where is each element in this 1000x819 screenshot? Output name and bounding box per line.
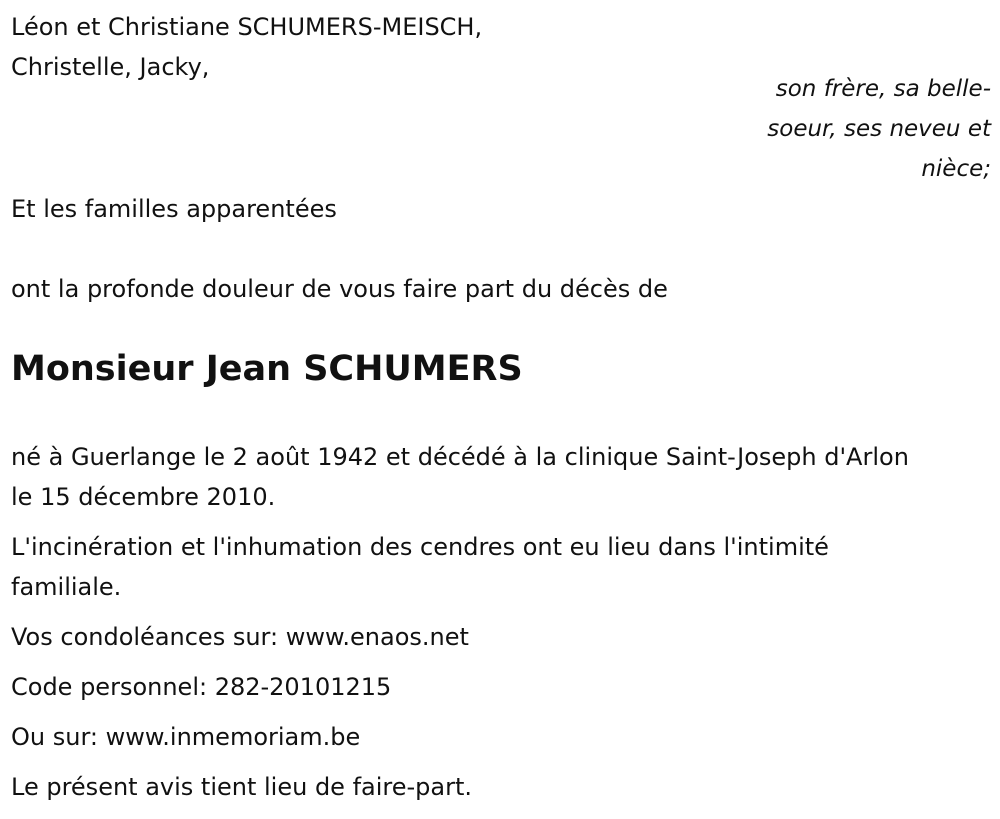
cremation-line-2: familiale.: [11, 573, 122, 601]
personal-code-line: Code personnel: 282-20101215: [11, 673, 392, 701]
deceased-name: Monsieur Jean SCHUMERS: [11, 349, 523, 389]
announcement-line: ont la profonde douleur de vous faire part du décès de: [11, 275, 668, 303]
relation-block: [591, 69, 991, 189]
relation-line-3: nièce;: [921, 156, 991, 182]
cremation-line-1: L'incinération et l'inhumation des cendres ont eu lieu dans l'intimité: [11, 533, 829, 561]
birth-death-line-1: né à Guerlange le 2 août 1942 et décédé à la clinique Saint-Joseph d'Arlon: [11, 443, 909, 471]
inmemoriam-line: Ou sur: www.inmemoriam.be: [11, 723, 361, 751]
birth-death-paragraph: [11, 437, 996, 517]
relation-line-1: son frère, sa belle-: [775, 76, 991, 102]
family-line-1: Léon et Christiane SCHUMERS-MEISCH,: [11, 13, 483, 41]
cremation-paragraph: [11, 527, 996, 607]
families-line: Et les familles apparentées: [11, 195, 337, 223]
family-line-2: Christelle, Jacky,: [11, 53, 210, 81]
birth-death-line-2: le 15 décembre 2010.: [11, 483, 276, 511]
condolences-line: Vos condoléances sur: www.enaos.net: [11, 623, 469, 651]
details-block: [11, 437, 996, 817]
relation-line-2: soeur, ses neveu et: [767, 116, 991, 142]
notice-line: Le présent avis tient lieu de faire-part.: [11, 773, 473, 801]
